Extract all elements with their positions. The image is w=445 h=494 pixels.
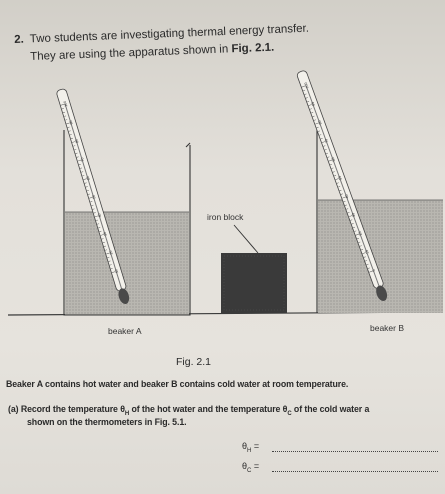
thermometer-a-scale-label: 40 — [97, 212, 103, 218]
theta-c-symbol: θ — [242, 461, 248, 471]
thermometer-a-scale-label: 10 — [114, 268, 120, 274]
part-a-text-3: of the cold water a — [291, 404, 370, 414]
figure-caption: Fig. 2.1 — [176, 356, 212, 368]
iron-block — [221, 225, 287, 313]
thermometer-a-scale-label: 60 — [85, 175, 91, 181]
thermometer-b-scale-label: 30 — [351, 212, 357, 218]
theta-h-symbol: θ — [242, 441, 248, 451]
thermometer-a-scale-label: 50 — [91, 194, 97, 200]
part-a-text-2: of the hot water and the temperature θ — [129, 404, 288, 414]
part-a-line-1 — [8, 404, 369, 417]
answer-theta-c-label — [242, 461, 259, 474]
beaker-a-label: beaker A — [108, 326, 142, 336]
answer-theta-c-field[interactable] — [272, 471, 438, 472]
thermometer-a-scale-label: 90 — [68, 119, 74, 125]
theta-c-sub: C — [247, 467, 252, 474]
thermometer-b-scale-label: 20 — [357, 230, 363, 237]
iron-block-label: iron block — [207, 212, 244, 222]
thermometer-b-scale-label: 100 — [303, 81, 310, 89]
thermometer-b-scale-label: 90 — [310, 101, 316, 107]
thermometer-b-scale-label: 40 — [344, 193, 350, 200]
part-a-sub-c: C — [287, 410, 292, 417]
theta-h-equals: = — [251, 441, 260, 451]
theta-h-sub: H — [247, 447, 252, 454]
thermometer-b-scale-label: 70 — [324, 138, 330, 144]
statement-text: Beaker A contains hot water and beaker B contains cold water at room temperature. — [6, 379, 349, 389]
iron-block-body — [221, 253, 287, 313]
iron-block-leader-line — [234, 225, 258, 253]
figure-reference: Fig. 2.1. — [231, 41, 275, 56]
thermometer-a-scale-label: 80 — [74, 138, 80, 144]
thermometer-b-scale-label: 60 — [330, 156, 337, 163]
part-a-sub-h: H — [124, 410, 130, 417]
part-a-text-1: Record the temperature θ — [20, 404, 125, 414]
question-line-1: Two students are investigating thermal energy transfer. — [29, 22, 310, 46]
beaker-b-label: beaker B — [370, 323, 405, 333]
part-a-line-2: shown on the thermometers in Fig. 5.1. — [27, 417, 187, 427]
thermometer-b-scale-label: 50 — [337, 175, 343, 181]
thermometer-a-scale-label: 70 — [80, 157, 86, 163]
thermometer-a-scale-label: 20 — [108, 250, 114, 256]
question-line-2-text: They are using the apparatus shown in — [30, 43, 229, 63]
thermometer-b-scale-label: 80 — [317, 119, 323, 125]
beaker-a-lip — [186, 143, 190, 147]
answer-theta-h-label — [242, 441, 259, 454]
thermometer-a-scale-label: 30 — [102, 231, 108, 237]
part-a-label: (a) — [8, 404, 19, 414]
thermometer-b-scale-label: 0 — [371, 268, 377, 273]
answer-theta-h-field[interactable] — [272, 451, 438, 452]
question-number: 2. — [14, 33, 25, 46]
theta-c-equals: = — [251, 461, 260, 471]
thermometer-b-scale-label: 10 — [364, 249, 370, 255]
thermometer-a-scale-label: 100 — [62, 100, 69, 108]
